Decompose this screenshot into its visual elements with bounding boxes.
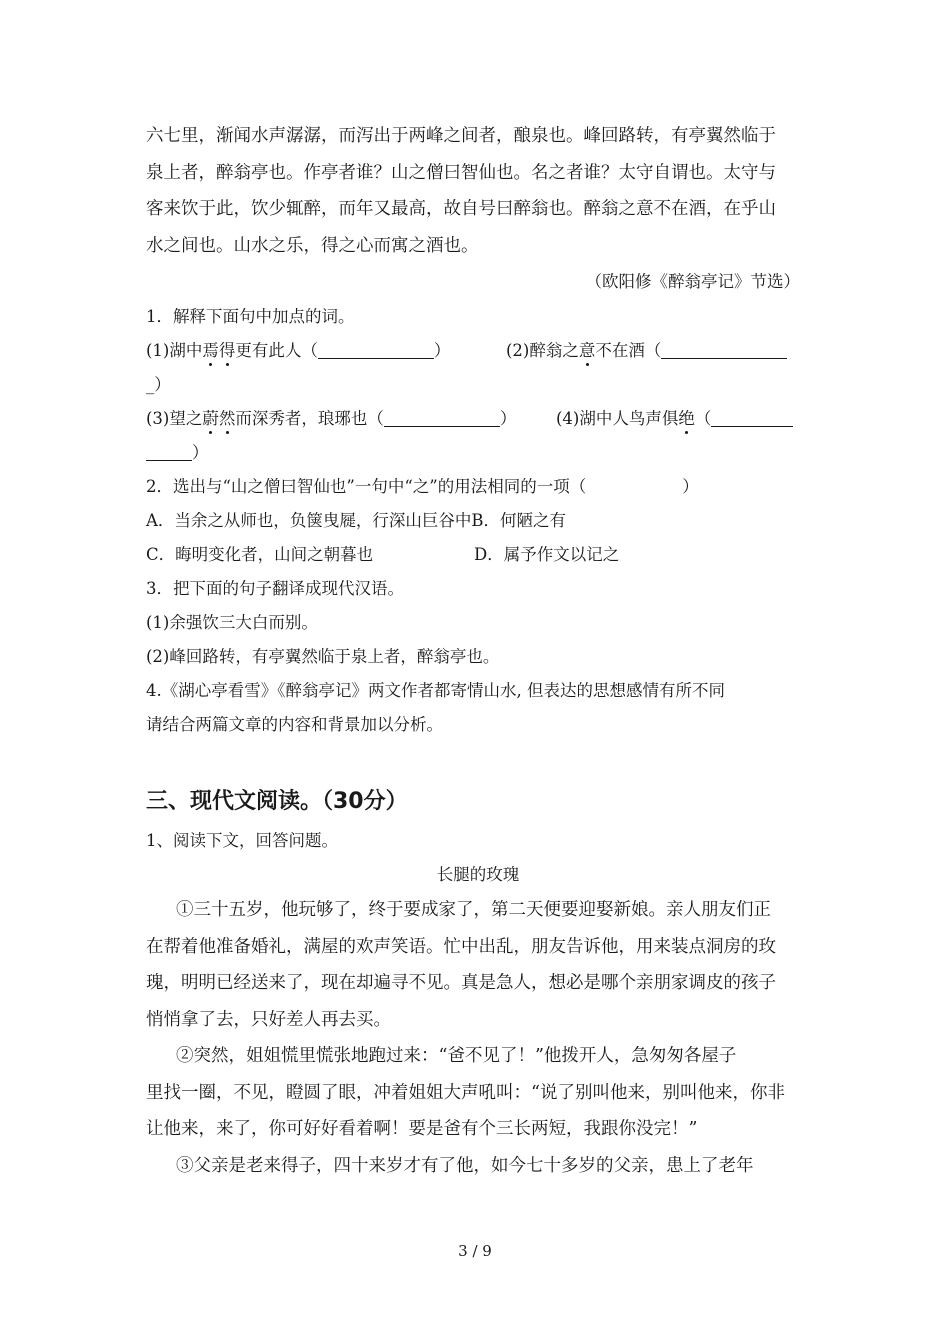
- q1-item-4: [556, 402, 793, 436]
- page-number: 3 / 9: [458, 1242, 492, 1260]
- q1-a-post: 更有此人（: [235, 341, 318, 360]
- q1-a-close: ）: [433, 341, 451, 360]
- q1-d-cont: ）: [192, 443, 209, 462]
- q1-item-3: [146, 409, 516, 428]
- question-1-line-1: [146, 334, 810, 368]
- essay-paragraph-3: [146, 1148, 810, 1185]
- q1-d-dotted: 绝: [678, 402, 695, 436]
- question-3-sentence-2: (2)峰回路转，有亭翼然临于泉上者，醉翁亭也。: [146, 647, 500, 666]
- answer-blank[interactable]: [146, 442, 192, 461]
- q1-a-dotted-1: 焉: [202, 334, 219, 368]
- question-4-line-2: 请结合两篇文章的内容和背景加以分析。: [146, 715, 443, 734]
- essay-line: ②突然，姐姐慌里慌张地跑过来：“爸不见了！”他拨开人，急匆匆各屋子: [176, 1046, 737, 1066]
- question-3-stem: 3．把下面的句子翻译成现代汉语。: [146, 579, 404, 598]
- answer-blank[interactable]: [318, 340, 434, 359]
- option-b: B．何陋之有: [471, 511, 567, 530]
- question-1-stem: 1．解释下面句中加点的词。: [146, 307, 355, 326]
- question-1-line-3: [146, 402, 810, 436]
- q1-c-dotted-1: 蔚: [202, 402, 219, 436]
- passage-line: 水之间也。山水之乐，得之心而寓之酒也。: [146, 235, 479, 256]
- q1-b-post: 不在酒（: [595, 341, 662, 360]
- question-2-stem: [146, 470, 810, 504]
- passage-line: 客来饮于此，饮少辄醉，而年又最高，故自号曰醉翁也。醉翁之意不在酒，在乎山: [146, 199, 776, 219]
- q1-d-pre: (4)湖中人鸟声俱: [556, 409, 679, 428]
- essay-line: 里找一圈，不见，瞪圆了眼，冲着姐姐大声吼叫：“说了别叫他来，别叫他来，你非: [146, 1082, 785, 1103]
- q2-stem-text: 2．选出与“山之僧曰智仙也”一句中“之”的用法相同的一项（: [146, 477, 587, 496]
- q1-a-dotted-2: 得: [219, 334, 236, 368]
- essay-line: 悄悄拿了去，只好差人再去买。: [146, 1009, 391, 1030]
- passage-line: 泉上者，醉翁亭也。作亭者谁？山之僧曰智仙也。名之者谁？太守自谓也。太守与: [146, 162, 776, 183]
- essay-line: 让他来，来了，你可好好看着啊！要是爸有个三长两短，我跟你没完！”: [146, 1119, 698, 1139]
- section-heading: 三、现代文阅读。（30分）: [146, 789, 408, 814]
- passage-source: （欧阳修《醉翁亭记》节选）: [585, 272, 800, 291]
- essay-paragraph-2: [146, 1038, 810, 1148]
- q1-b-dotted: 意: [579, 334, 596, 368]
- q1-c-dotted-2: 然: [219, 402, 236, 436]
- q1-c-close: ）: [499, 409, 517, 428]
- q1-c-post: 而深秀者，琅琊也（: [235, 409, 384, 428]
- question-1-line-4: [146, 436, 810, 470]
- question-4-line-1: 4.《湖心亭看雪》《醉翁亭记》两文作者都寄情山水, 但表达的思想感情有所不同: [146, 681, 725, 700]
- q1-c-pre: (3)望之: [146, 409, 203, 428]
- answer-blank[interactable]: [711, 408, 793, 427]
- question-1-line-2: _）: [146, 375, 171, 394]
- q1-item-1: [146, 341, 450, 360]
- q1-item-2: [506, 334, 787, 368]
- essay-line: ③父亲是老来得子，四十来岁才有了他，如今七十多岁的父亲，患上了老年: [176, 1155, 754, 1176]
- essay-line: 瑰，明明已经送来了，现在却遍寻不见。真是急人，想必是哪个亲朋家调皮的孩子: [146, 973, 776, 993]
- answer-blank[interactable]: [384, 408, 500, 427]
- essay-title: 长腿的玫瑰: [436, 865, 520, 884]
- reading-prompt: 1、阅读下文，回答问题。: [146, 831, 338, 850]
- q1-d-post: （: [694, 409, 712, 428]
- question-2-options-2: [146, 538, 810, 572]
- option-c: C．晦明变化者，山间之朝暮也: [146, 545, 374, 564]
- essay-line: ①三十五岁，他玩够了，终于要成家了，第二天便要迎娶新娘。亲人朋友们正: [176, 900, 771, 920]
- essay-line: 在帮着他准备婚礼，满屋的欢声笑语。忙中出乱，朋友告诉他，用来装点洞房的玫: [146, 936, 776, 957]
- essay-paragraph-1: [146, 892, 810, 1038]
- page-content: [146, 118, 810, 1184]
- classical-passage: [146, 118, 810, 264]
- question-3-sentence-1: (1)余强饮三大白而别。: [146, 613, 318, 632]
- q2-stem-close: ）: [682, 477, 699, 496]
- option-d: D．属予作文以记之: [474, 545, 620, 564]
- q1-a-pre: (1)湖中: [146, 341, 203, 360]
- q1-b-pre: (2)醉翁之: [506, 341, 579, 360]
- option-a: A．当余之从师也，负箧曳屣，行深山巨谷中: [146, 511, 472, 530]
- passage-line: 六七里，渐闻水声潺潺，而泻出于两峰之间者，酿泉也。峰回路转，有亭翼然临于: [146, 126, 776, 146]
- question-2-options-1: [146, 504, 810, 538]
- answer-blank[interactable]: [661, 340, 787, 359]
